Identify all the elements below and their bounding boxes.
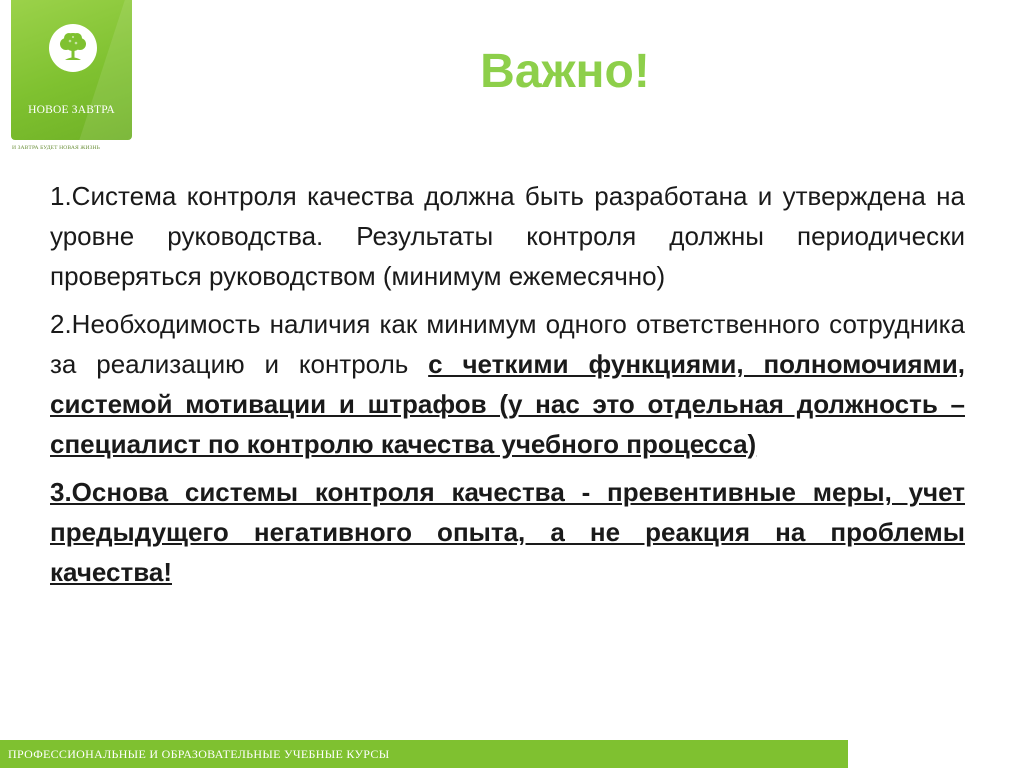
footer-bar <box>0 740 848 768</box>
footer-text: ПРОФЕССИОНАЛЬНЫЕ И ОБРАЗОВАТЕЛЬНЫЕ УЧЕБНЫЕ КУРСЫ <box>8 747 390 761</box>
item-1: 1.Система контроля качества должна быть разработана и утверждена на уровне руководства. Результаты контроля должны периодически проверяться руководством (минимум ежемесячно) <box>50 181 965 291</box>
item-2 <box>50 304 965 464</box>
slide-title: Важно! <box>480 45 650 98</box>
logo-name: НОВОЕ ЗАВТРА <box>28 104 115 116</box>
slide-body <box>50 176 965 600</box>
logo-tagline: И ЗАВТРА БУДЕТ НОВАЯ ЖИЗНЬ <box>12 145 100 151</box>
item-2-text: 2.Необходимость наличия как минимум одного ответственного сотрудника за реализацию и контроль <box>50 309 965 379</box>
item-2-emphasis: с четкими функциями, полномочиями, системой мотивации и штрафов (у нас это отдельная должность – специалист по контролю качества учебного процесса) <box>50 349 965 459</box>
item-3: 3.Основа системы контроля качества - превентивные меры, учет предыдущего негативного опыта, а не реакция на проблемы качества! <box>50 477 965 587</box>
